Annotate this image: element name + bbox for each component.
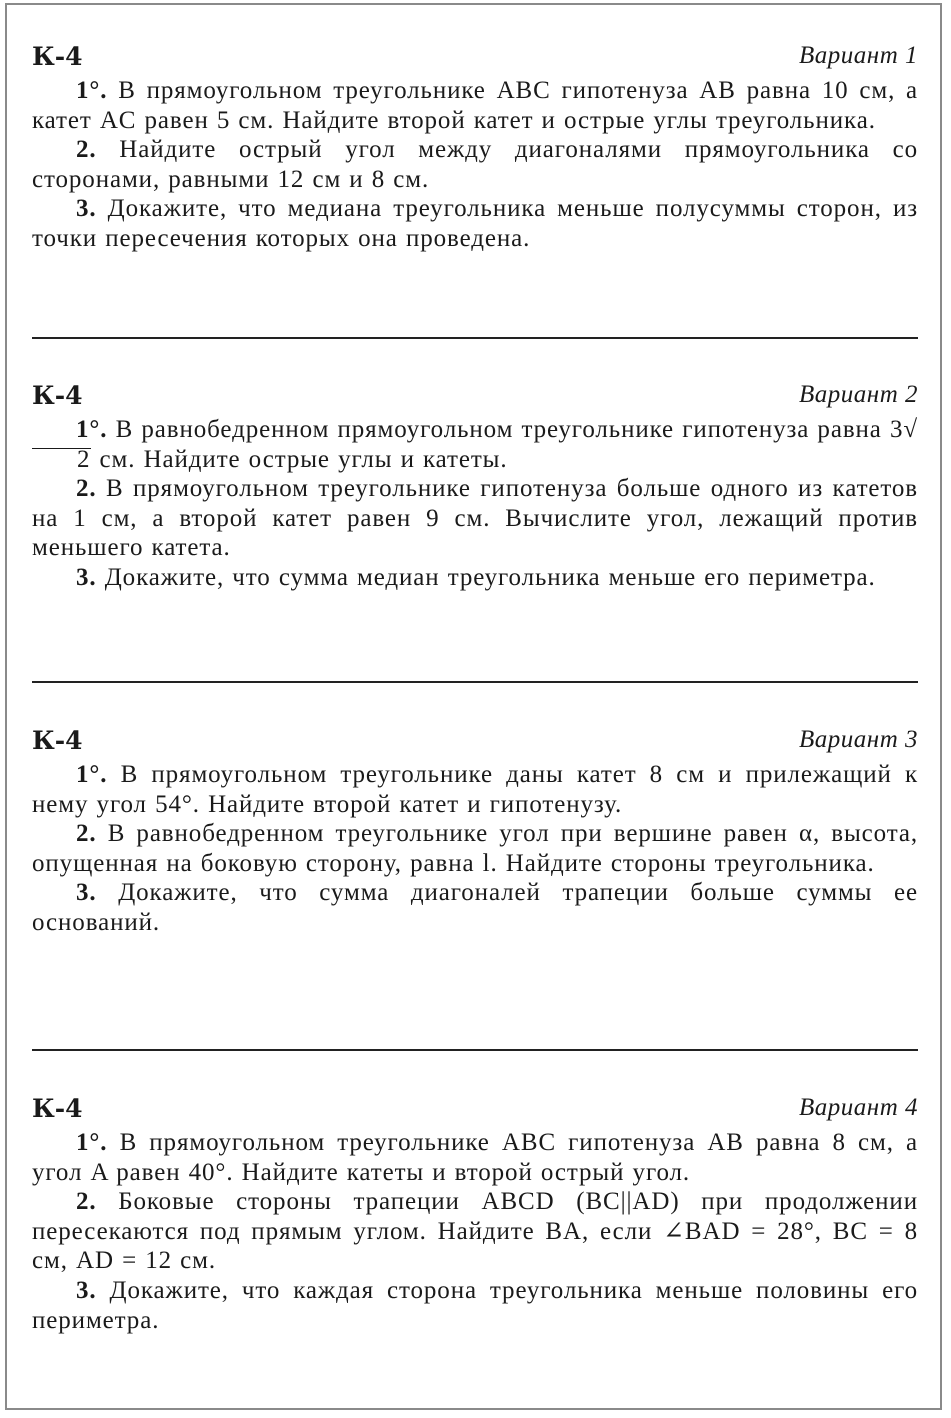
- variant-header: [32, 1094, 918, 1128]
- task-text: см. Найдите острые углы и катеты.: [91, 445, 508, 473]
- variant-label: Вариант 1: [799, 42, 918, 69]
- task-text: Докажите, что каждая сторона треугольника меньше половины его периметра.: [32, 1276, 919, 1334]
- task-2: [32, 1187, 918, 1276]
- test-code: К-4: [32, 726, 83, 755]
- variant-1: [32, 42, 918, 254]
- task-number: 2.: [76, 136, 97, 164]
- sqrt-radicand: 2: [32, 448, 91, 471]
- task-number: 3.: [76, 1276, 97, 1304]
- task-number: 1°.: [76, 416, 108, 443]
- variant-label: Вариант 4: [799, 1094, 918, 1121]
- variant-label: Вариант 3: [799, 726, 918, 753]
- variant-header: [32, 42, 918, 76]
- variant-3: [32, 726, 918, 938]
- task-number: 2.: [76, 820, 97, 848]
- task-1: [32, 415, 918, 474]
- task-text: Докажите, что медиана треугольника меньше полусуммы сторон, из точки пересечения которых она проведена.: [32, 195, 919, 252]
- task-1: [32, 1128, 918, 1187]
- variant-2: [32, 381, 918, 593]
- sqrt-sign: √: [903, 416, 918, 443]
- variant-label: Вариант 2: [799, 381, 918, 408]
- test-code: К-4: [32, 1094, 83, 1123]
- task-2: [32, 474, 918, 563]
- test-code: К-4: [32, 381, 83, 410]
- task-text: Боковые стороны трапеции ABCD (BC||AD) при продолжении пересекаются под прямым углом. Найдите BA, если ∠BAD = 28°, BC = 8 см, AD = 12 см.: [32, 1188, 918, 1275]
- task-text: В равнобедренном треугольнике угол при вершине равен α, высота, опущенная на боковую сторону, равна l. Найдите стороны треугольника.: [32, 820, 918, 877]
- task-number: 3.: [76, 195, 97, 223]
- task-text: В прямоугольном треугольнике даны катет 8 см и прилежащий к нему угол 54°. Найдите второй катет и гипотенузу.: [32, 761, 918, 818]
- task-2: [32, 819, 918, 878]
- task-text: Докажите, что сумма медиан треугольника меньше его периметра.: [104, 563, 876, 591]
- task-text: В прямоугольном треугольнике гипотенуза больше одного из катетов на 1 см, а второй катет равен 9 см. Вычислите угол, лежащий против меньшего катета.: [32, 475, 918, 562]
- task-3: [32, 563, 918, 593]
- variant-header: [32, 381, 918, 415]
- task-number: 2.: [76, 1188, 97, 1216]
- task-number: 1°.: [76, 1129, 108, 1156]
- task-number: 1°.: [76, 761, 108, 788]
- task-number: 3.: [76, 879, 97, 907]
- task-text: Найдите острый угол между диагоналями прямоугольника со сторонами, равными 12 см и 8 см.: [32, 136, 918, 193]
- task-3: [32, 878, 918, 937]
- task-1: [32, 76, 918, 135]
- task-number: 3.: [76, 563, 97, 591]
- task-number: 2.: [76, 475, 97, 503]
- separator-line: [32, 1049, 918, 1051]
- test-code: К-4: [32, 42, 83, 71]
- task-3: [32, 194, 918, 253]
- task-text: В прямоугольном треугольнике ABC гипотенуза AB равна 10 см, а катет AC равен 5 см. Найдите второй катет и острые углы треугольника.: [32, 77, 919, 134]
- task-1: [32, 760, 918, 819]
- task-number: 1°.: [76, 77, 108, 104]
- variant-4: [32, 1094, 918, 1335]
- separator-line: [32, 337, 918, 339]
- task-text: Докажите, что сумма диагоналей трапеции больше суммы ее оснований.: [32, 879, 918, 936]
- task-text: В прямоугольном треугольнике ABC гипотенуза AB равна 8 см, а угол A равен 40°. Найдите катеты и второй острый угол.: [32, 1129, 918, 1186]
- task-2: [32, 135, 918, 194]
- task-3: [32, 1276, 918, 1335]
- task-text: В равнобедренном прямоугольном треугольнике гипотенуза равна 3: [115, 416, 904, 443]
- separator-line: [32, 681, 918, 683]
- variant-header: [32, 726, 918, 760]
